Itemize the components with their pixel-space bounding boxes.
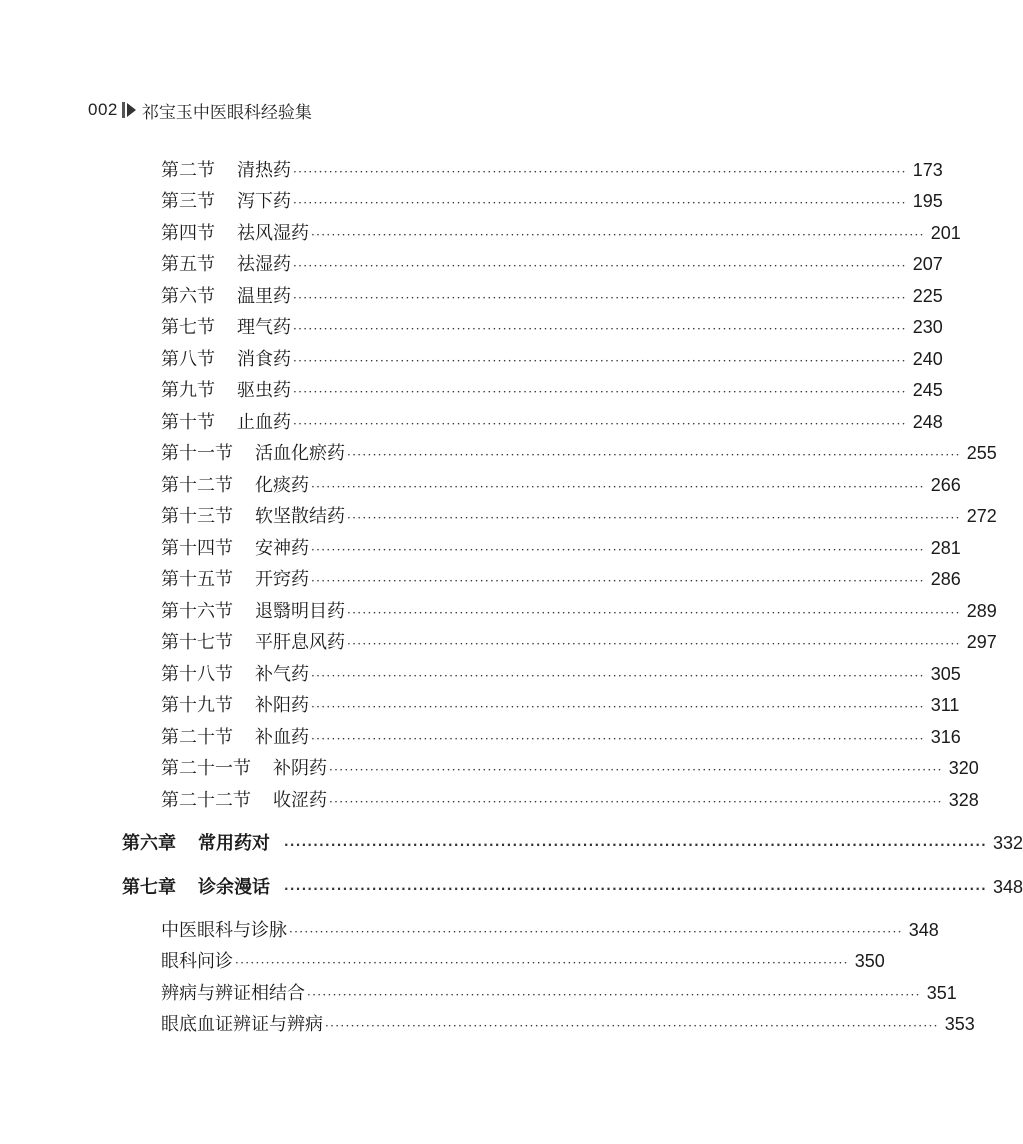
toc-entry[interactable] bbox=[161, 980, 957, 1006]
section-title: 开窍药 bbox=[255, 569, 309, 590]
page-ref: 351 bbox=[926, 983, 957, 1003]
subsection-title: 辨病与辨证相结合 bbox=[161, 983, 305, 1004]
section-number: 第四节 bbox=[161, 223, 215, 244]
section-number: 第十九节 bbox=[161, 695, 233, 716]
dot-leader: ························································································································ bbox=[347, 448, 961, 462]
section-title: 理气药 bbox=[237, 317, 291, 338]
section-title: 补阳药 bbox=[255, 695, 309, 716]
page-ref: 328 bbox=[948, 790, 979, 810]
dot-leader: ························································································································ bbox=[235, 956, 849, 970]
section-title: 安神药 bbox=[255, 538, 309, 559]
section-number: 第十六节 bbox=[161, 601, 233, 622]
dot-leader: ························································································································ bbox=[325, 1019, 939, 1033]
toc-entry[interactable] bbox=[161, 692, 960, 718]
book-title: 祁宝玉中医眼科经验集 bbox=[141, 102, 312, 123]
toc-chapter-entry[interactable] bbox=[122, 830, 1023, 856]
page-ref: 332 bbox=[993, 833, 1023, 853]
section-title: 泻下药 bbox=[237, 191, 291, 212]
dot-leader: ························································································································ bbox=[289, 925, 903, 939]
dot-leader: ························································································································ bbox=[329, 763, 943, 777]
dot-leader: ························································································································ bbox=[311, 543, 925, 557]
section-number: 第二十一节 bbox=[161, 758, 251, 779]
dot-leader: ························································································································ bbox=[293, 385, 907, 399]
dot-leader: ························································································································ bbox=[311, 700, 925, 714]
dot-leader: ························································································································ bbox=[311, 228, 925, 242]
page-ref: 297 bbox=[966, 632, 997, 652]
subsection-title: 眼科问诊 bbox=[161, 951, 233, 972]
dot-leader: ························································································································ bbox=[284, 882, 988, 896]
toc-entry[interactable] bbox=[161, 755, 979, 781]
dot-leader: ························································································································ bbox=[293, 165, 907, 179]
section-number: 第二十二节 bbox=[161, 790, 251, 811]
toc-entry[interactable] bbox=[161, 409, 943, 435]
dot-leader: ························································································································ bbox=[293, 417, 907, 431]
toc-entry[interactable] bbox=[161, 377, 943, 403]
page-ref: 311 bbox=[930, 695, 960, 715]
section-title: 清热药 bbox=[237, 160, 291, 181]
section-title: 消食药 bbox=[237, 349, 291, 370]
dot-leader: ························································································································ bbox=[293, 259, 907, 273]
section-title: 驱虫药 bbox=[237, 380, 291, 401]
chapter-title: 诊余漫话 bbox=[198, 877, 270, 898]
section-number: 第六节 bbox=[161, 286, 215, 307]
dot-leader: ························································································································ bbox=[311, 574, 925, 588]
toc-entry[interactable] bbox=[161, 188, 943, 214]
page-ref: 266 bbox=[930, 475, 961, 495]
section-title: 退翳明目药 bbox=[255, 601, 345, 622]
page-ref: 286 bbox=[930, 569, 961, 589]
dot-leader: ························································································································ bbox=[311, 732, 925, 746]
section-number: 第五节 bbox=[161, 254, 215, 275]
toc-entry[interactable] bbox=[161, 948, 885, 974]
page-ref: 348 bbox=[908, 920, 939, 940]
section-number: 第十七节 bbox=[161, 632, 233, 653]
section-title: 祛湿药 bbox=[237, 254, 291, 275]
section-title: 补阴药 bbox=[273, 758, 327, 779]
dot-leader: ························································································································ bbox=[347, 606, 961, 620]
section-title: 化痰药 bbox=[255, 475, 309, 496]
toc-entry[interactable] bbox=[161, 314, 943, 340]
dot-leader: ························································································································ bbox=[293, 196, 907, 210]
page-ref: 255 bbox=[966, 443, 997, 463]
dot-leader: ························································································································ bbox=[293, 291, 907, 305]
toc-entry[interactable] bbox=[161, 566, 961, 592]
page-ref: 316 bbox=[930, 727, 961, 747]
toc-entry[interactable] bbox=[161, 503, 997, 529]
page-number: 002 bbox=[88, 100, 118, 119]
toc-entry[interactable] bbox=[161, 346, 943, 372]
page-ref: 281 bbox=[930, 538, 961, 558]
toc-entry[interactable] bbox=[161, 220, 961, 246]
dot-leader: ························································································································ bbox=[284, 838, 988, 852]
section-number: 第十五节 bbox=[161, 569, 233, 590]
section-number: 第十节 bbox=[161, 412, 215, 433]
section-number: 第七节 bbox=[161, 317, 215, 338]
toc-entry[interactable] bbox=[161, 472, 961, 498]
toc-entry[interactable] bbox=[161, 1011, 975, 1037]
page-ref: 245 bbox=[912, 380, 943, 400]
toc-entry[interactable] bbox=[161, 440, 997, 466]
section-number: 第十一节 bbox=[161, 443, 233, 464]
toc-entry[interactable] bbox=[161, 787, 979, 813]
section-number: 第十三节 bbox=[161, 506, 233, 527]
section-number: 第八节 bbox=[161, 349, 215, 370]
section-title: 平肝息风药 bbox=[255, 632, 345, 653]
section-title: 软坚散结药 bbox=[255, 506, 345, 527]
toc-entry[interactable] bbox=[161, 917, 939, 943]
section-title: 补气药 bbox=[255, 664, 309, 685]
section-number: 第十二节 bbox=[161, 475, 233, 496]
subsection-title: 中医眼科与诊脉 bbox=[161, 920, 287, 941]
page-ref: 195 bbox=[912, 191, 943, 211]
page-ref: 230 bbox=[912, 317, 943, 337]
dot-leader: ························································································································ bbox=[311, 669, 925, 683]
page-ref: 350 bbox=[854, 951, 885, 971]
toc-entry[interactable] bbox=[161, 724, 961, 750]
subsection-title: 眼底血证辨证与辨病 bbox=[161, 1014, 323, 1035]
dot-leader: ························································································································ bbox=[347, 511, 961, 525]
section-number: 第二节 bbox=[161, 160, 215, 181]
toc-entry[interactable] bbox=[161, 629, 997, 655]
section-number: 第三节 bbox=[161, 191, 215, 212]
page-ref: 305 bbox=[930, 664, 961, 684]
section-number: 第二十节 bbox=[161, 727, 233, 748]
section-title: 补血药 bbox=[255, 727, 309, 748]
section-number: 第十八节 bbox=[161, 664, 233, 685]
page-ref: 225 bbox=[912, 286, 943, 306]
page-ref: 207 bbox=[912, 254, 943, 274]
dot-leader: ························································································································ bbox=[307, 988, 921, 1002]
dot-leader: ························································································································ bbox=[311, 480, 925, 494]
page-ref: 248 bbox=[912, 412, 943, 432]
page-ref: 201 bbox=[930, 223, 961, 243]
toc-entry[interactable] bbox=[161, 251, 943, 277]
page-ref: 289 bbox=[966, 601, 997, 621]
toc-entry[interactable] bbox=[161, 283, 943, 309]
dot-leader: ························································································································ bbox=[293, 354, 907, 368]
chapter-title: 常用药对 bbox=[198, 833, 270, 854]
section-title: 收涩药 bbox=[273, 790, 327, 811]
section-number: 第九节 bbox=[161, 380, 215, 401]
page-ref: 240 bbox=[912, 349, 943, 369]
page-ref: 320 bbox=[948, 758, 979, 778]
page-ref: 272 bbox=[966, 506, 997, 526]
page-ref: 173 bbox=[912, 160, 943, 180]
section-title: 温里药 bbox=[237, 286, 291, 307]
toc-entry[interactable] bbox=[161, 535, 961, 561]
chapter-number: 第七章 bbox=[122, 877, 176, 898]
toc-entry[interactable] bbox=[161, 157, 943, 183]
toc-entry[interactable] bbox=[161, 661, 961, 687]
page-ref: 348 bbox=[993, 877, 1023, 897]
chapter-number: 第六章 bbox=[122, 833, 176, 854]
dot-leader: ························································································································ bbox=[329, 795, 943, 809]
section-title: 祛风湿药 bbox=[237, 223, 309, 244]
section-number: 第十四节 bbox=[161, 538, 233, 559]
section-title: 止血药 bbox=[237, 412, 291, 433]
dot-leader: ························································································································ bbox=[347, 637, 961, 651]
dot-leader: ························································································································ bbox=[293, 322, 907, 336]
page-ref: 353 bbox=[944, 1014, 975, 1034]
toc-entry[interactable] bbox=[161, 598, 997, 624]
toc-chapter-entry[interactable] bbox=[122, 874, 1023, 900]
section-title: 活血化瘀药 bbox=[255, 443, 345, 464]
